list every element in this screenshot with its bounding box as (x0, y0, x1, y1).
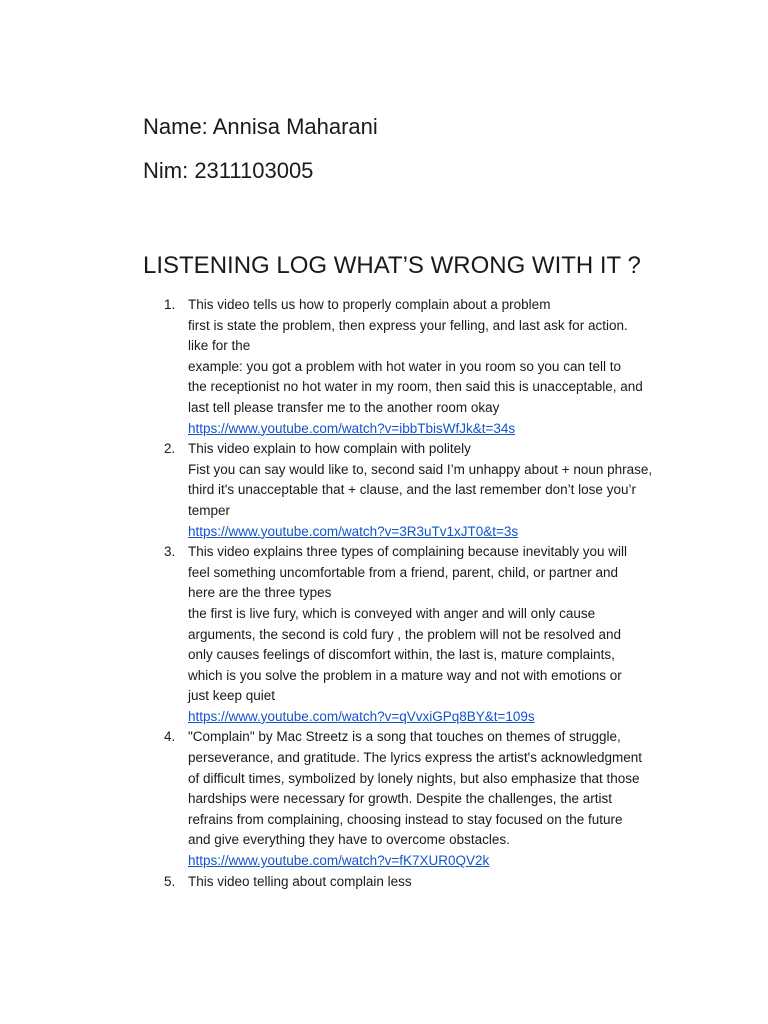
list-item-text: last tell please transfer me to the another room okay (188, 399, 500, 415)
list-item-text: arguments, the second is cold fury , the problem will not be resolved and (188, 626, 621, 642)
list-item-number: 5. (164, 873, 176, 889)
list-item-text: the receptionist no hot water in my room, then said this is unacceptable, and (188, 379, 643, 395)
list-item (143, 727, 673, 871)
list-item-number: 3. (164, 544, 176, 560)
youtube-link[interactable]: https://www.youtube.com/watch?v=fK7XUR0QV2k (188, 853, 490, 869)
list-item-text: perseverance, and gratitude. The lyrics express the artist's acknowledgment (188, 750, 643, 766)
list-item-text: This video explain to how complain with politely (188, 441, 471, 457)
listening-log-list (143, 295, 673, 892)
list-item-text: example: you got a problem with hot water in you room so you can tell to (188, 358, 621, 374)
list-item-number: 2. (164, 441, 176, 457)
list-item (143, 542, 673, 727)
list-item-text: only causes feelings of discomfort within, the last is, mature complaints, (188, 647, 615, 663)
list-item-text: first is state the problem, then express your felling, and last ask for action. (188, 317, 628, 333)
student-name: Name: Annisa Maharani (143, 114, 378, 139)
list-item (143, 295, 673, 439)
list-item (143, 872, 673, 893)
list-item-text: refrains from complaining, choosing instead to stay focused on the future (188, 811, 623, 827)
list-item-text: here are the three types (188, 585, 332, 601)
list-item-number: 1. (164, 297, 176, 312)
document-title: LISTENING LOG WHAT’S WRONG WITH IT ? (143, 252, 641, 279)
youtube-link[interactable]: https://www.youtube.com/watch?v=ibbTbisWfJk&t=34s (188, 420, 516, 436)
youtube-link[interactable]: https://www.youtube.com/watch?v=3R3uTv1xJT0&t=3s (188, 523, 519, 539)
list-item-text: temper (188, 502, 231, 518)
list-item-text: This video tells us how to properly complain about a problem (188, 297, 551, 312)
list-item-text: which is you solve the problem in a mature way and not with emotions or (188, 667, 622, 683)
list-item-text: and give everything they have to overcome obstacles. (188, 832, 510, 848)
list-item-text: third it's unacceptable that + clause, and the last remember don’t lose you’r (188, 482, 636, 498)
list-item-number: 4. (164, 729, 176, 745)
list-item-text: the first is live fury, which is conveyed with anger and will only cause (188, 605, 596, 621)
list-item-text: This video telling about complain less (188, 873, 412, 889)
list-item (143, 439, 673, 542)
list-item-text: just keep quiet (188, 688, 276, 704)
list-item-text: feel something uncomfortable from a friend, parent, child, or partner and (188, 564, 618, 580)
student-nim: Nim: 2311103005 (143, 158, 314, 183)
list-item-text: like for the (188, 338, 251, 354)
list-item-text: "Complain" by Mac Streetz is a song that touches on themes of struggle, (188, 729, 621, 745)
youtube-link[interactable]: https://www.youtube.com/watch?v=qVvxiGPq8BY&t=109s (188, 708, 535, 724)
list-item-text: hardships were necessary for growth. Despite the challenges, the artist (188, 791, 612, 807)
list-item-text: Fist you can say would like to, second said I’m unhappy about + noun phrase, (188, 461, 653, 477)
list-item-text: of difficult times, symbolized by lonely nights, but also emphasize that those (188, 770, 640, 786)
list-item-text: This video explains three types of complaining because inevitably you will (188, 544, 627, 560)
